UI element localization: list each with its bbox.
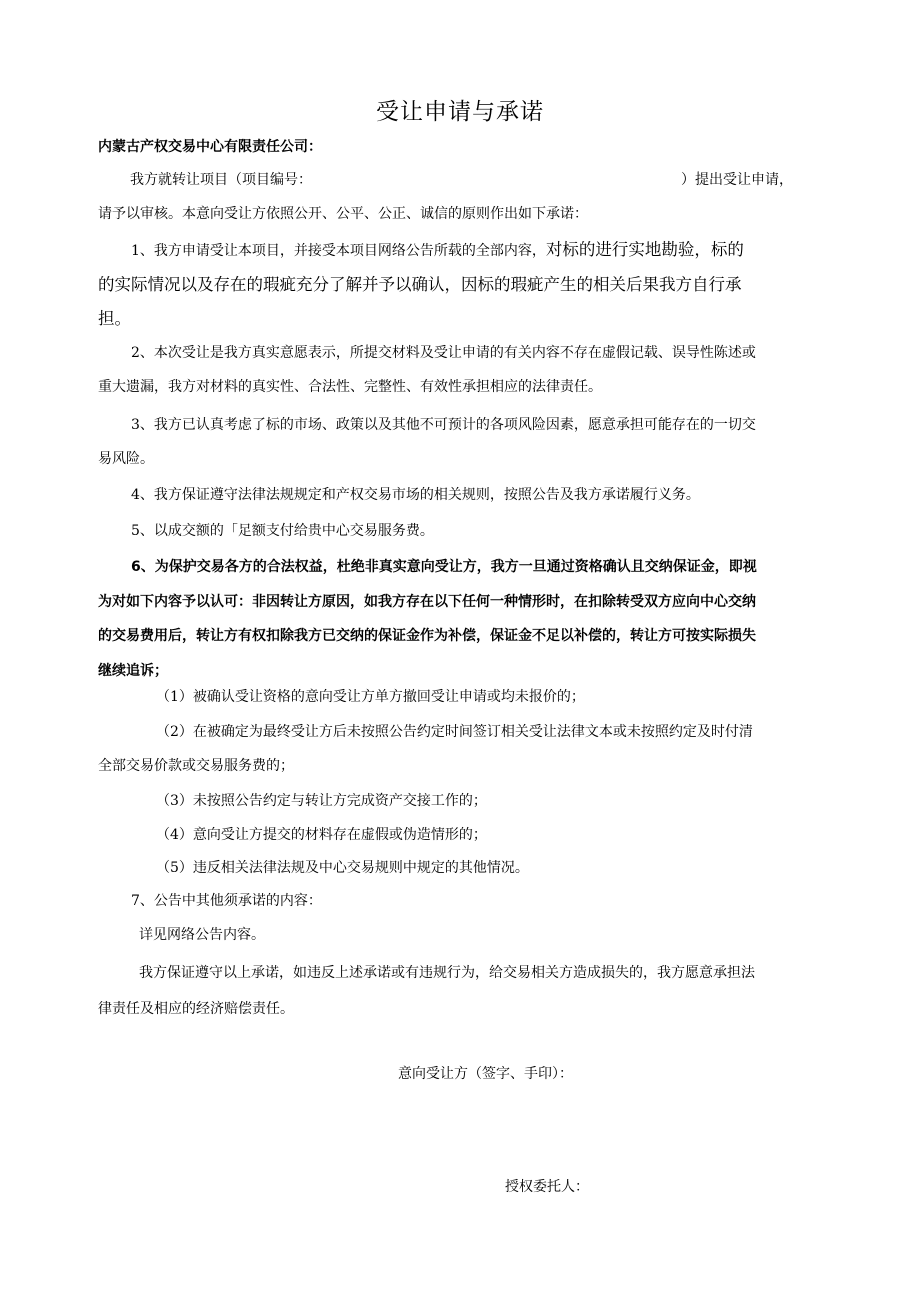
sub-item-3 — [156, 784, 487, 818]
item-2-line-1: 2、本次受让是我方真实意愿表示，所提交材料及受让申请的有关内容不存在虚假记载、误导性陈述或 — [131, 345, 756, 361]
sub-item-5 — [156, 851, 529, 885]
item-7-detail — [139, 918, 265, 952]
intro-line-1 — [98, 163, 818, 197]
intro-paragraph — [98, 163, 818, 231]
sub-item-3-text: （3）未按照公告约定与转让方完成资产交接工作的； — [156, 793, 487, 809]
intro-line-1-end: ）提出受让申请， — [681, 172, 793, 188]
item-1-line-1-emphasis: 对标的进行实地勘验，标的 — [545, 240, 744, 259]
closing-line-2: 律责任及相应的经济赔偿责任。 — [98, 1001, 294, 1017]
sub-item-5-text: （5）违反相关法律法规及中心交易规则中规定的其他情况。 — [156, 860, 529, 876]
sub-item-2-line-2: 全部交易价款或交易服务费的； — [98, 758, 294, 774]
sub-item-4 — [156, 818, 487, 852]
sub-item-2 — [98, 715, 753, 783]
sub-item-2-line-1: （2）在被确定为最终受让方后未按照公告约定时间签订相关受让法律文本或未按照约定及时付清 — [156, 724, 753, 740]
item-6-line-1: 6、为保护交易各方的合法权益，杜绝非真实意向受让方，我方一旦通过资格确认且交纳保证金，即视 — [131, 559, 757, 575]
commitment-item-7 — [131, 884, 322, 918]
commitment-item-2 — [98, 336, 756, 404]
item-1-line-1 — [98, 233, 744, 268]
page-title: 受让申请与承诺 — [376, 99, 544, 125]
item-1-line-3: 担。 — [98, 309, 131, 328]
item-2-line-2: 重大遗漏，我方对材料的真实性、合法性、完整性、有效性承担相应的法律责任。 — [98, 379, 602, 395]
item-5-text: 5、以成交额的「足额支付给贵中心交易服务费。 — [131, 523, 434, 539]
salutation: 内蒙古产权交易中心有限责任公司： — [98, 139, 322, 155]
transferee-signature-label: 意向受让方（签字、手印）： — [398, 1066, 573, 1082]
item-7-text: 7、公告中其他须承诺的内容： — [131, 893, 322, 909]
item-6-line-4: 继续追诉； — [98, 662, 168, 679]
commitment-item-6 — [98, 550, 757, 688]
item-7-detail-text: 详见网络公告内容。 — [139, 927, 265, 943]
intro-line-2: 请予以审核。本意向受让方依照公开、公平、公正、诚信的原则作出如下承诺： — [98, 206, 588, 222]
sub-item-4-text: （4）意向受让方提交的材料存在虚假或伪造情形的； — [156, 827, 487, 843]
item-6-line-2: 为对如下内容予以认可：非因转让方原因，如我方存在以下任何一种情形时，在扣除转受双方应向中心交纳 — [98, 593, 756, 610]
item-6-line-3: 的交易费用后，转让方有权扣除我方已交纳的保证金作为补偿，保证金不足以补偿的，转让方可按实际损失 — [98, 628, 756, 644]
closing-line-1: 我方保证遵守以上承诺，如违反上述承诺或有违规行为，给交易相关方造成损失的，我方愿意承担法 — [139, 965, 755, 981]
intro-line-1-start: 我方就转让项目（项目编号： — [130, 172, 312, 188]
commitment-item-3 — [98, 408, 756, 476]
commitment-item-5 — [131, 514, 434, 548]
authorized-agent-label: 授权委托人： — [505, 1179, 589, 1195]
item-4-text: 4、我方保证遵守法律法规规定和产权交易市场的相关规则，按照公告及我方承诺履行义务。 — [131, 487, 700, 503]
sub-item-1-text: （1）被确认受让资格的意向受让方单方撤回受让申请或均未报价的； — [156, 689, 585, 705]
item-3-line-2: 易风险。 — [98, 451, 154, 467]
sub-item-1 — [156, 680, 585, 714]
item-1-line-2: 的实际情况以及存在的瑕疵充分了解并予以确认，因标的瑕疵产生的相关后果我方自行承 — [98, 275, 742, 294]
commitment-item-4 — [131, 478, 700, 512]
item-3-line-1: 3、我方已认真考虑了标的市场、政策以及其他不可预计的各项风险因素，愿意承担可能存在的一切交 — [131, 417, 756, 433]
item-1-line-1-normal: 1、我方申请受让本项目，并接受本项目网络公告所载的全部内容， — [131, 243, 546, 259]
commitment-item-1 — [98, 233, 744, 336]
closing-paragraph — [98, 955, 755, 1027]
